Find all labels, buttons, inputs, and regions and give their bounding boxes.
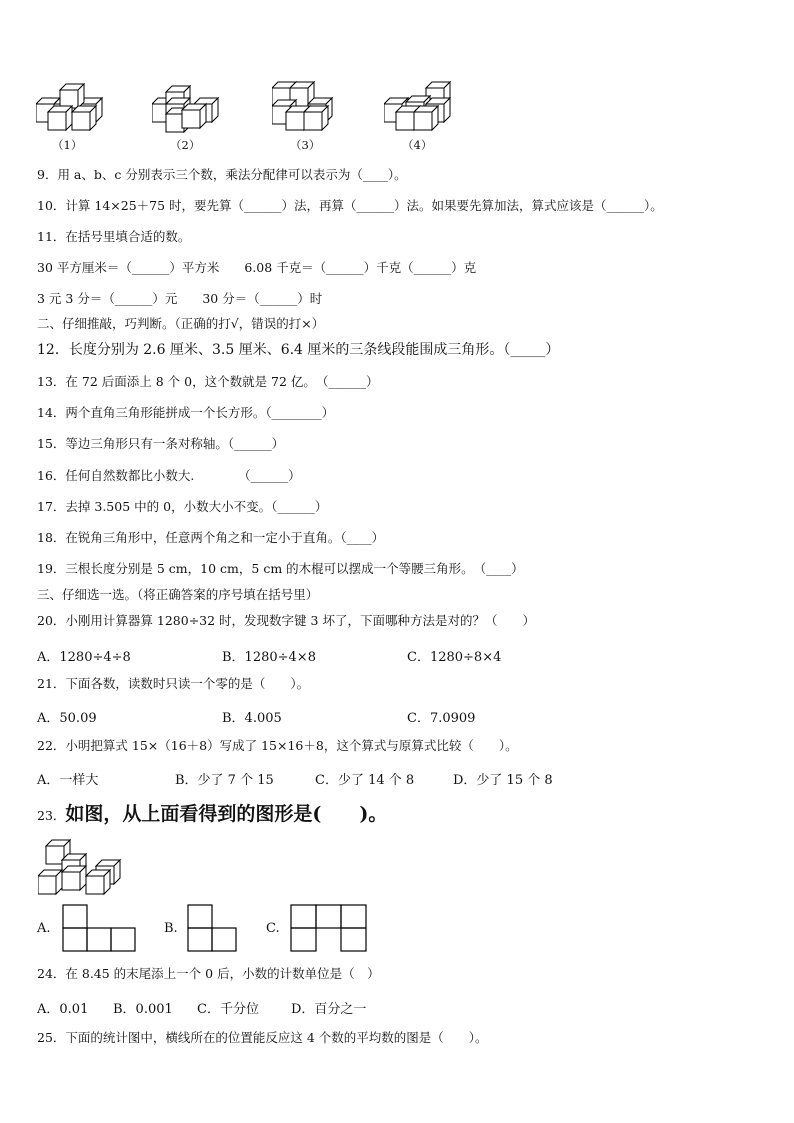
q23-option-c-grid [290, 904, 368, 952]
q23-option-c-label: C. [266, 921, 280, 936]
section-2-heading: 二、仔细推敲，巧判断。（正确的打√，错误的打×） [37, 316, 325, 331]
question-11-row-2: 3 元 3 分＝（______）元 30 分＝（______）时 [37, 291, 323, 306]
question-10: 10．计算 14×25＋75 时，要先算（______）法，再算（______）法。如果要先算加法，算式应该是（______）。 [37, 198, 663, 213]
question-13: 13．在 72 后面添上 8 个 0，这个数就是 72 亿。 （______） [37, 374, 379, 389]
q21-option-c: C．7.0909 [407, 711, 476, 726]
q23-option-a-label: A. [37, 921, 51, 936]
question-15: 15．等边三角形只有一条对称轴。（______） [37, 436, 285, 451]
question-9: 9．用 a、b、c 分别表示三个数，乘法分配律可以表示为（____）。 [37, 167, 407, 182]
figure-3-cubes [272, 80, 344, 132]
q21-option-b: B．4.005 [222, 711, 282, 726]
q20-option-a: A．1280÷4÷8 [37, 650, 131, 665]
question-11: 11．在括号里填合适的数。 [37, 229, 191, 244]
q24-option-c: C．千分位 [197, 1002, 259, 1017]
question-25: 25．下面的统计图中，横线所在的位置能反应这 4 个数的平均数的图是（ ）。 [37, 1030, 488, 1045]
figure-caption-3: （3） [290, 138, 321, 152]
question-14: 14．两个直角三角形能拼成一个长方形。（________） [37, 405, 335, 420]
question-23-number: 23． [37, 808, 66, 823]
q21-option-a: A．50.09 [37, 711, 97, 726]
question-18: 18．在锐角三角形中，任意两个角之和一定小于直角。（____） [37, 530, 385, 545]
section-3-heading: 三、仔细选一选。（将正确答案的序号填在括号里） [37, 587, 319, 602]
question-23 [37, 803, 387, 827]
question-20: 20．小刚用计算器算 1280÷32 时，发现数字键 3 坏了，下面哪种方法是对的？（ ） [37, 613, 535, 628]
q23-cube-figure [38, 838, 128, 896]
q22-option-a: A．一样大 [37, 773, 99, 788]
question-16: 16．任何自然数都比小数大. （______） [37, 468, 301, 483]
question-22: 22．小明把算式 15×（16＋8）写成了 15×16＋8，这个算式与原算式比较（ ）。 [37, 738, 518, 753]
question-21: 21．下面各数，读数时只读一个零的是（ ）。 [37, 676, 310, 691]
q20-option-b: B．1280÷4×8 [222, 650, 316, 665]
question-23-text: 如图，从上面看得到的图形是( )。 [65, 803, 388, 825]
figure-2-cubes [152, 84, 224, 134]
q20-option-c: C．1280÷8×4 [407, 650, 502, 665]
figure-caption-2: （2） [170, 138, 201, 152]
question-19: 19．三根长度分别是 5 cm，10 cm，5 cm 的木棍可以摆成一个等腰三角形。 （____） [37, 561, 524, 576]
q24-option-b: B．0.001 [113, 1002, 173, 1017]
question-11-row-1: 30 平方厘米＝（______）平方米 6.08 千克＝（______）千克（______）克 [37, 260, 477, 275]
q24-option-a: A．0.01 [37, 1002, 89, 1017]
q22-option-d: D．少了 15 个 8 [453, 773, 553, 788]
figure-1-cubes [36, 82, 108, 132]
question-12: 12．长度分别为 2.6 厘米、3.5 厘米、6.4 厘米的三条线段能围成三角形。（_____） [37, 342, 560, 358]
q23-option-b-grid [187, 904, 241, 952]
q23-option-b-label: B. [164, 921, 178, 936]
q23-option-a-grid [62, 904, 138, 952]
figure-caption-1: （1） [52, 138, 83, 152]
question-17: 17．去掉 3.505 中的 0，小数大小不变。（______） [37, 499, 328, 514]
question-24: 24．在 8.45 的末尾添上一个 0 后，小数的计数单位是（ ） [37, 966, 380, 981]
figure-caption-4: （4） [402, 138, 433, 152]
figure-4-cubes [384, 80, 456, 132]
q22-option-c: C．少了 14 个 8 [315, 773, 415, 788]
q24-option-d: D．百分之一 [291, 1002, 367, 1017]
q22-option-b: B．少了 7 个 15 [175, 773, 274, 788]
